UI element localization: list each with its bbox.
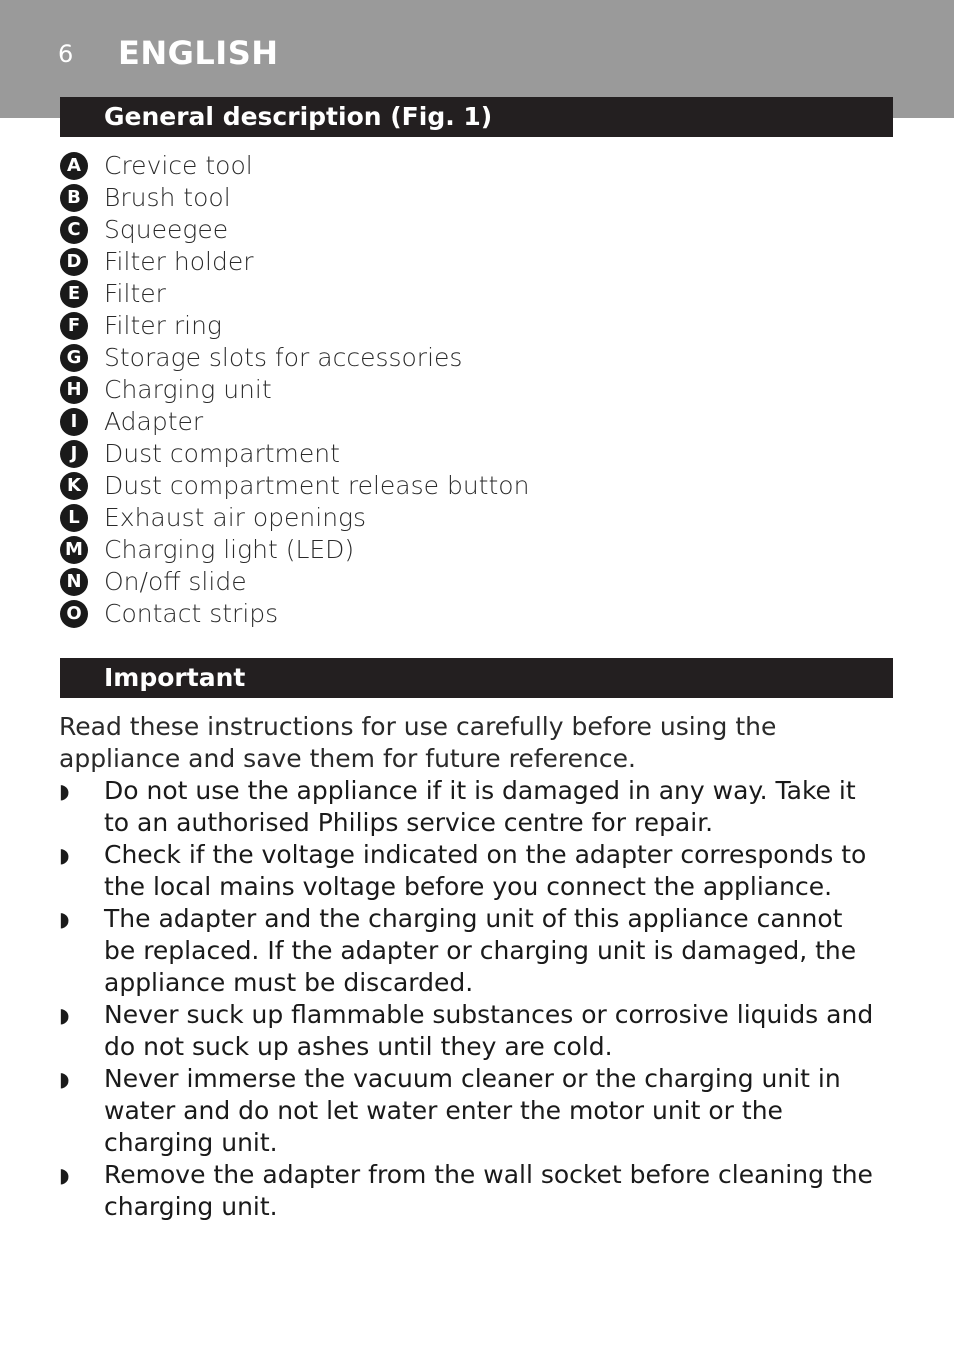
section-bar-important	[60, 658, 893, 698]
part-label: Filter holder	[104, 247, 254, 276]
part-label: Filter ring	[104, 311, 222, 340]
part-label: Filter	[104, 279, 166, 308]
safety-bullet-list	[59, 775, 879, 1223]
part-label: Storage slots for accessories	[104, 343, 463, 372]
section-title: General description (Fig. 1)	[104, 102, 493, 131]
bullet-text: Never immerse the vacuum cleaner or the charging unit in water and do not let water enter the motor unit or the charging unit.	[104, 1064, 841, 1157]
bullet-icon: ◗	[59, 1067, 70, 1091]
bullet-text: Do not use the appliance if it is damaged in any way. Take it to an authorised Philips service centre for repair.	[104, 776, 856, 837]
part-label: Charging light (LED)	[104, 535, 355, 564]
section-title: Important	[104, 663, 246, 692]
list-item	[59, 775, 879, 839]
bullet-text: Never suck up flammable substances or corrosive liquids and do not suck up ashes until they are cold.	[104, 1000, 874, 1061]
bullet-icon: ◗	[59, 843, 70, 867]
letter-k-icon: K	[60, 472, 88, 500]
letter-c-icon: C	[60, 216, 88, 244]
part-label: On/off slide	[104, 567, 247, 596]
bullet-text: Remove the adapter from the wall socket before cleaning the charging unit.	[104, 1160, 873, 1221]
letter-a-icon: A	[60, 152, 88, 180]
letter-i-icon: I	[60, 408, 88, 436]
letter-e-icon: E	[60, 280, 88, 308]
part-label: Charging unit	[104, 375, 272, 404]
letter-l-icon: L	[60, 504, 88, 532]
part-label: Crevice tool	[104, 151, 253, 180]
letter-f-icon: F	[60, 312, 88, 340]
intro-paragraph: Read these instructions for use carefully before using the appliance and save them for future reference.	[59, 712, 777, 773]
bullet-icon: ◗	[59, 779, 70, 803]
bullet-text: Check if the voltage indicated on the adapter corresponds to the local mains voltage before you connect the appliance.	[104, 840, 867, 901]
language-title: ENGLISH	[118, 34, 279, 72]
part-label: Brush tool	[104, 183, 231, 212]
letter-o-icon: O	[60, 600, 88, 628]
letter-j-icon: J	[60, 440, 88, 468]
letter-b-icon: B	[60, 184, 88, 212]
letter-g-icon: G	[60, 344, 88, 372]
list-item	[59, 1159, 879, 1223]
part-label: Dust compartment release button	[104, 471, 530, 500]
part-label: Adapter	[104, 407, 204, 436]
letter-m-icon: M	[60, 536, 88, 564]
list-item	[59, 999, 879, 1063]
bullet-icon: ◗	[59, 1163, 70, 1187]
part-label: Contact strips	[104, 599, 279, 628]
bullet-icon: ◗	[59, 1003, 70, 1027]
letter-n-icon: N	[60, 568, 88, 596]
list-item	[59, 839, 879, 903]
part-label: Exhaust air openings	[104, 503, 367, 532]
letter-h-icon: H	[60, 376, 88, 404]
part-label: Squeegee	[104, 215, 229, 244]
bullet-text: The adapter and the charging unit of this appliance cannot be replaced. If the adapter or charging unit is damaged, the appliance must be discarded.	[104, 904, 857, 997]
letter-d-icon: D	[60, 248, 88, 276]
list-item	[59, 903, 879, 999]
list-item	[59, 1063, 879, 1159]
section-bar-general-description	[60, 97, 893, 137]
page-number: 6	[58, 40, 74, 68]
bullet-icon: ◗	[59, 907, 70, 931]
part-label: Dust compartment	[104, 439, 340, 468]
